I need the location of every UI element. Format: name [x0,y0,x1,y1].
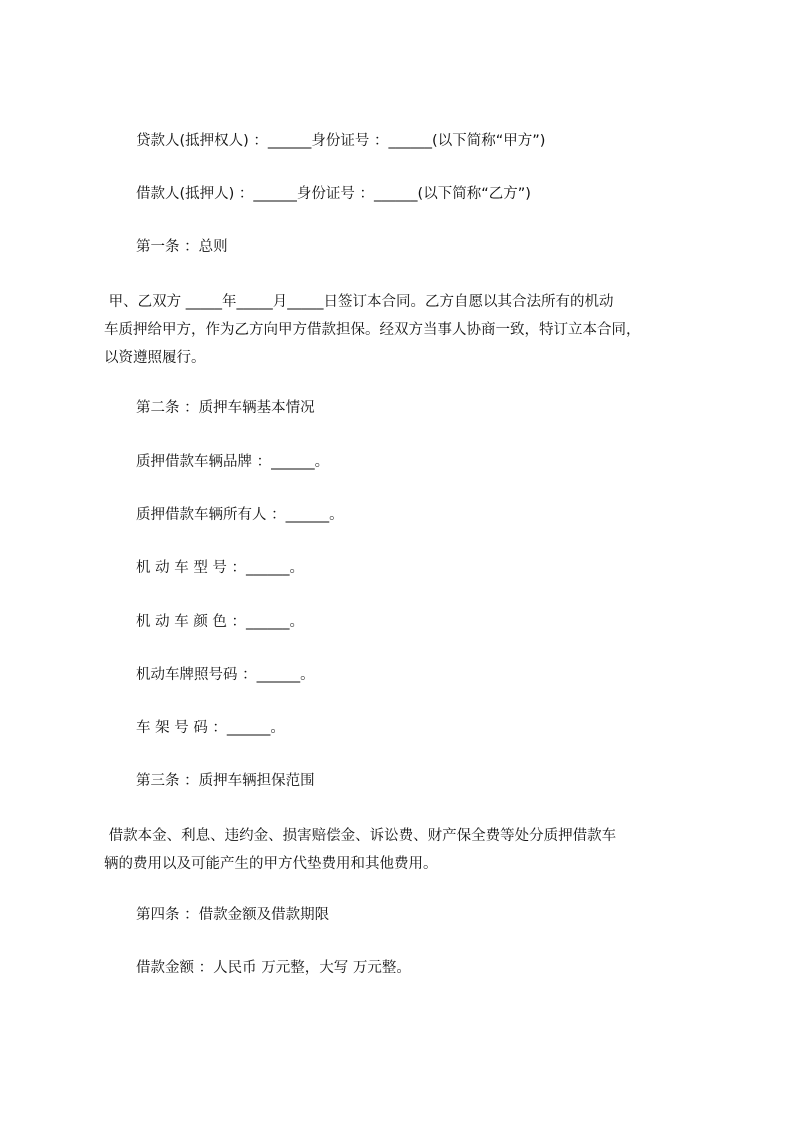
lender-line: 贷款人(抵押权人) ：______身份证号 ：______(以下简称“甲方”) [136,133,546,149]
article-3-body [104,822,704,878]
article-3-body-line-2: 辆的费用以及可能产生的甲方代垫费用和其他费用。 [104,856,438,872]
article-1-body [104,288,704,372]
article-1-title: 第一条 ：总则 [136,239,228,255]
vehicle-model-field: 机 动 车 型 号 ：______。 [136,560,305,576]
article-1-body-line-2: 车质押给甲方，作为乙方向甲方借款担保。经双方当事人协商一致，特订立本合同， [104,322,641,338]
article-1-body-line-3: 以资遵照履行。 [104,350,206,366]
borrower-line: 借款人(抵押人) ：______身份证号 ：______(以下简称“乙方”) [136,186,531,202]
article-2-title: 第二条 ：质押车辆基本情况 [136,400,315,416]
article-1-body-line-1: 甲、乙双方 _____年_____月_____日签订本合同。乙方自愿以其合法所有的机动 [104,294,614,310]
vehicle-color-field: 机 动 车 颜 色 ：______。 [136,614,305,630]
frame-number-field: 车 架 号 码 ：______。 [136,720,285,736]
article-3-title: 第三条 ：质押车辆担保范围 [136,773,315,789]
loan-amount-field: 借款金额 ：人民币 万元整，大写 万元整。 [136,960,411,976]
article-3-body-line-1: 借款本金、利息、违约金、损害赔偿金、诉讼费、财产保全费等处分质押借款车 [104,828,617,844]
vehicle-brand-field: 质押借款车辆品牌 ：______。 [136,454,330,470]
article-4-title: 第四条 ：借款金额及借款期限 [136,907,330,923]
license-plate-field: 机动车牌照号码 ：______。 [136,667,315,683]
vehicle-owner-field: 质押借款车辆所有人 ：______。 [136,507,344,523]
